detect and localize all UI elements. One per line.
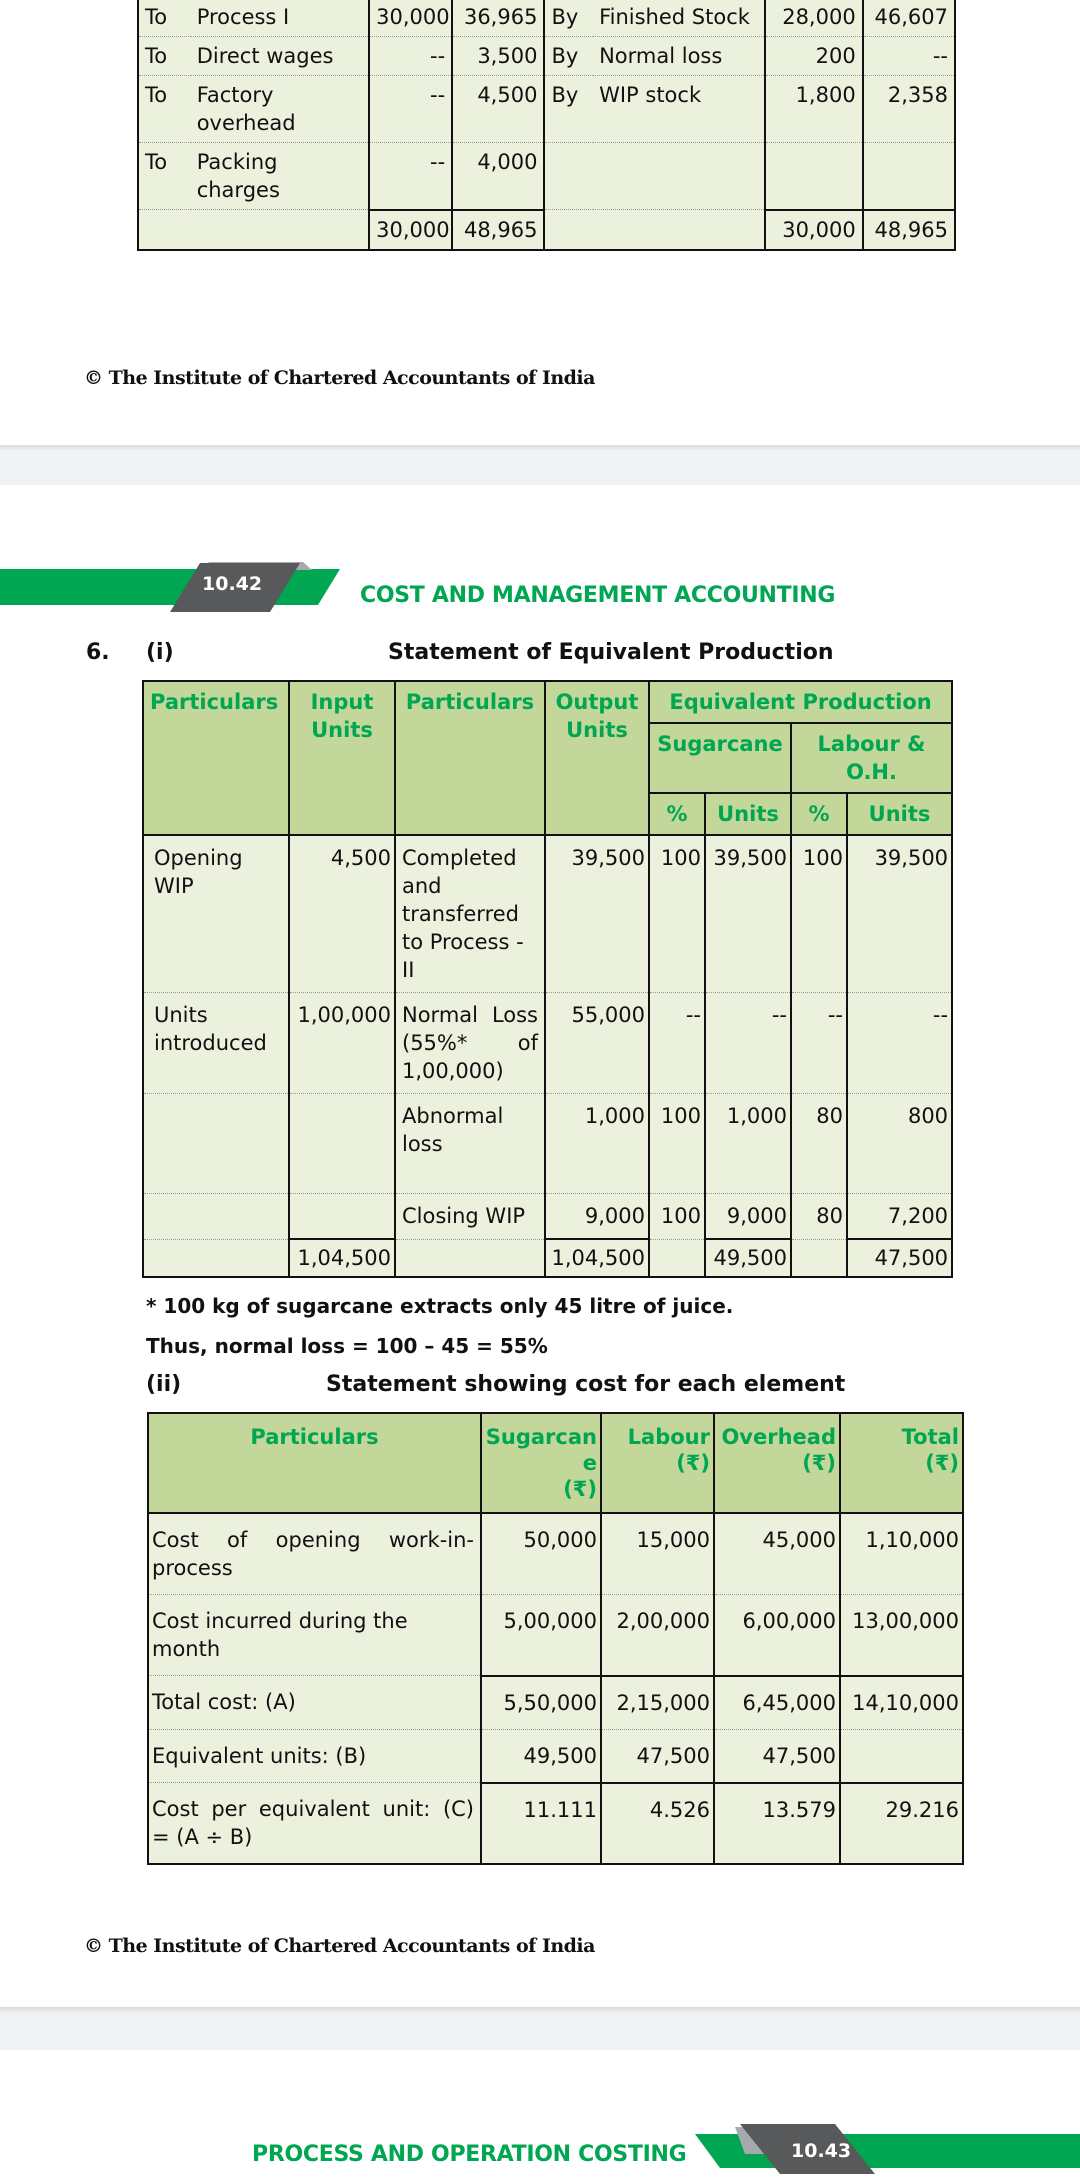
header-label: Total: [901, 1425, 959, 1449]
part-ii-heading: [146, 1370, 966, 1400]
output-units-total: 1,04,500: [545, 1239, 649, 1277]
labour-cost: 2,15,000: [601, 1676, 714, 1730]
col-header-particulars: Particulars: [148, 1413, 481, 1513]
out-particular: Normal Loss (55%* of 1,00,000): [395, 993, 545, 1094]
sugarcane-pct: 100: [649, 1194, 705, 1240]
part-label: (i): [146, 640, 174, 665]
sugarcane-units: 9,000: [705, 1194, 791, 1240]
dr-amount-total: 48,965: [452, 210, 544, 250]
row-particular: Cost per equivalent unit: (C) = (A ÷ B): [148, 1783, 481, 1865]
part-label: (ii): [146, 1372, 182, 1397]
col-header-sugarcane-pct: %: [649, 793, 705, 835]
sugarcane-cost: 5,50,000: [481, 1676, 601, 1730]
cr-particular: [593, 143, 765, 210]
dr-amount: 3,500: [452, 37, 544, 76]
cr-prefix: By: [544, 76, 593, 143]
labour-pct: 80: [791, 1094, 847, 1194]
in-particular: Opening WIP: [143, 835, 289, 993]
cr-particular: WIP stock: [593, 76, 765, 143]
sugarcane-cost: 11.111: [481, 1783, 601, 1865]
equivalent-production: [142, 680, 953, 1278]
part-i-heading: [86, 638, 986, 668]
dr-particular: Factory overhead: [191, 76, 369, 143]
dr-units: --: [369, 76, 452, 143]
col-header-sugarcane: [481, 1413, 601, 1513]
total-cost: 13,00,000: [840, 1595, 963, 1676]
table-row: [148, 1783, 963, 1865]
row-particular: Cost incurred during the month: [148, 1595, 481, 1676]
ledger-total-row: [138, 210, 955, 250]
sugarcane-cost: 49,500: [481, 1729, 601, 1783]
blank-cell: [593, 210, 765, 250]
notes-block: [146, 1292, 966, 1400]
total-cost: [840, 1729, 963, 1783]
cr-amount: --: [863, 37, 955, 76]
row-particular: Equivalent units: (B): [148, 1729, 481, 1783]
header-label: Labour: [627, 1425, 710, 1449]
dr-prefix: To: [138, 76, 191, 143]
page-number: 10.42: [202, 573, 263, 595]
ledger-row: [138, 143, 955, 210]
cr-particular: Finished Stock: [593, 0, 765, 37]
input-units: 1,00,000: [289, 993, 395, 1094]
cr-units: 200: [765, 37, 862, 76]
col-header-sugarcane: Sugarcane: [649, 723, 791, 793]
dr-particular: Direct wages: [191, 37, 369, 76]
copyright-footer: © The Institute of Chartered Accountants of India: [84, 367, 595, 389]
overhead-cost: 6,00,000: [714, 1595, 840, 1676]
running-header-title: PROCESS AND OPERATION COSTING: [252, 2142, 687, 2167]
dr-amount: 36,965: [452, 0, 544, 37]
page-header-banner: [0, 560, 345, 612]
blank-cell: [138, 210, 191, 250]
dr-prefix: To: [138, 37, 191, 76]
input-units: [289, 1094, 395, 1194]
labour-cost: 2,00,000: [601, 1595, 714, 1676]
statement-title: Statement of Equivalent Production: [388, 640, 834, 665]
cr-units: 1,800: [765, 76, 862, 143]
output-units: 9,000: [545, 1194, 649, 1240]
cr-amount: 2,358: [863, 76, 955, 143]
page-header: [0, 560, 1080, 612]
running-header-title: COST AND MANAGEMENT ACCOUNTING: [360, 583, 836, 608]
col-header-equivalent-production: Equivalent Production: [649, 681, 952, 723]
normal-loss-note: Thus, normal loss = 100 – 45 = 55%: [146, 1334, 548, 1358]
sugarcane-units: 1,000: [705, 1094, 791, 1194]
labour-cost: 4.526: [601, 1783, 714, 1865]
cost-per-element: [147, 1412, 964, 1865]
ledger-row: [138, 37, 955, 76]
row-particular: Total cost: (A): [148, 1676, 481, 1730]
dr-units-total: 30,000: [369, 210, 452, 250]
col-header-labour: [601, 1413, 714, 1513]
overhead-cost: 47,500: [714, 1729, 840, 1783]
page-header: [0, 2124, 1080, 2174]
ledger-row: [138, 0, 955, 37]
statement-title: Statement showing cost for each element: [326, 1372, 846, 1397]
labour-units: 800: [847, 1094, 952, 1194]
sugarcane-cost: 5,00,000: [481, 1595, 601, 1676]
input-units: [289, 1194, 395, 1240]
cr-amount-total: 48,965: [863, 210, 955, 250]
totals-row: [143, 1239, 952, 1277]
cr-units: 28,000: [765, 0, 862, 37]
process-ii-account-table: [137, 0, 956, 251]
in-particular: Units introduced: [143, 993, 289, 1094]
col-header-particulars-in: Particulars: [143, 681, 289, 835]
dr-prefix: To: [138, 143, 191, 210]
header-label: Overhead: [721, 1425, 836, 1449]
dr-amount: 4,500: [452, 76, 544, 143]
blank-cell: [143, 1239, 289, 1277]
separator-shadow: [0, 2007, 1080, 2013]
col-header-labour-oh: Labour & O.H.: [791, 723, 952, 793]
table-row: [148, 1729, 963, 1783]
sugarcane-pct: 100: [649, 1094, 705, 1194]
labour-cost: 47,500: [601, 1729, 714, 1783]
table-row: [143, 993, 952, 1094]
labour-pct: 80: [791, 1194, 847, 1240]
input-units-total: 1,04,500: [289, 1239, 395, 1277]
labour-cost: 15,000: [601, 1513, 714, 1595]
labour-units-total: 47,500: [847, 1239, 952, 1277]
question-number: 6.: [86, 640, 110, 665]
page-separator: [0, 2007, 1080, 2050]
output-units: 55,000: [545, 993, 649, 1094]
col-header-input-units: Input Units: [289, 681, 395, 835]
header-row: [143, 681, 952, 723]
cr-units: [765, 143, 862, 210]
cr-prefix: [544, 143, 593, 210]
col-header-total: [840, 1413, 963, 1513]
sugarcane-pct: --: [649, 993, 705, 1094]
cr-prefix: By: [544, 37, 593, 76]
sugarcane-units-total: 49,500: [705, 1239, 791, 1277]
table-row: [143, 1094, 952, 1194]
labour-pct: --: [791, 993, 847, 1094]
dr-particular: Packing charges: [191, 143, 369, 210]
total-cost: 29.216: [840, 1783, 963, 1865]
blank-cell: [544, 210, 593, 250]
out-particular: Abnormal loss: [395, 1094, 545, 1194]
table-row: [148, 1513, 963, 1595]
row-particular: Cost of opening work-in-process: [148, 1513, 481, 1595]
cr-amount: [863, 143, 955, 210]
table-row: [143, 835, 952, 993]
ledger-row: [138, 76, 955, 143]
col-header-overhead: [714, 1413, 840, 1513]
page-number: 10.43: [791, 2140, 852, 2162]
overhead-cost: 6,45,000: [714, 1676, 840, 1730]
blank-cell: [395, 1239, 545, 1277]
col-header-particulars-out: Particulars: [395, 681, 545, 835]
header-row: [148, 1413, 963, 1513]
sugarcane-pct: 100: [649, 835, 705, 993]
dr-prefix: To: [138, 0, 191, 37]
input-units: 4,500: [289, 835, 395, 993]
out-particular: Closing WIP: [395, 1194, 545, 1240]
currency-label: (₹): [676, 1451, 710, 1475]
sugarcane-units: 39,500: [705, 835, 791, 993]
copyright-footer: © The Institute of Chartered Accountants of India: [84, 1935, 595, 1957]
dr-units: --: [369, 37, 452, 76]
separator-shadow: [0, 445, 1080, 451]
labour-pct: 100: [791, 835, 847, 993]
cr-units-total: 30,000: [765, 210, 862, 250]
in-particular: [143, 1194, 289, 1240]
in-particular: [143, 1094, 289, 1194]
blank-cell: [191, 210, 369, 250]
out-particular: Completed and transferred to Process - II: [395, 835, 545, 993]
sugarcane-cost: 50,000: [481, 1513, 601, 1595]
currency-label: (₹): [925, 1451, 959, 1475]
col-header-labour-pct: %: [791, 793, 847, 835]
output-units: 39,500: [545, 835, 649, 993]
page-header-banner: [695, 2124, 1080, 2174]
cr-amount: 46,607: [863, 0, 955, 37]
dr-units: --: [369, 143, 452, 210]
dr-particular: Process I: [191, 0, 369, 37]
overhead-cost: 45,000: [714, 1513, 840, 1595]
table-row: [143, 1194, 952, 1240]
page-separator: [0, 445, 1080, 485]
header-label: Sugarcane: [485, 1425, 597, 1475]
dr-units: 30,000: [369, 0, 452, 37]
total-cost: 14,10,000: [840, 1676, 963, 1730]
dr-amount: 4,000: [452, 143, 544, 210]
col-header-output-units: Output Units: [545, 681, 649, 835]
cost-per-element-table: [147, 1412, 964, 1865]
currency-label: (₹): [802, 1451, 836, 1475]
blank-cell: [649, 1239, 705, 1277]
cr-prefix: By: [544, 0, 593, 37]
overhead-cost: 13.579: [714, 1783, 840, 1865]
sugarcane-units: --: [705, 993, 791, 1094]
process-ii-account: [137, 0, 956, 251]
labour-units: --: [847, 993, 952, 1094]
output-units: 1,000: [545, 1094, 649, 1194]
blank-cell: [791, 1239, 847, 1277]
footnote: * 100 kg of sugarcane extracts only 45 litre of juice.: [146, 1294, 734, 1318]
labour-units: 39,500: [847, 835, 952, 993]
table-row: [148, 1676, 963, 1730]
currency-label: (₹): [563, 1477, 597, 1501]
col-header-labour-units: Units: [847, 793, 952, 835]
total-cost: 1,10,000: [840, 1513, 963, 1595]
cr-particular: Normal loss: [593, 37, 765, 76]
table-row: [148, 1595, 963, 1676]
equivalent-production-table: [142, 680, 953, 1278]
col-header-sugarcane-units: Units: [705, 793, 791, 835]
labour-units: 7,200: [847, 1194, 952, 1240]
